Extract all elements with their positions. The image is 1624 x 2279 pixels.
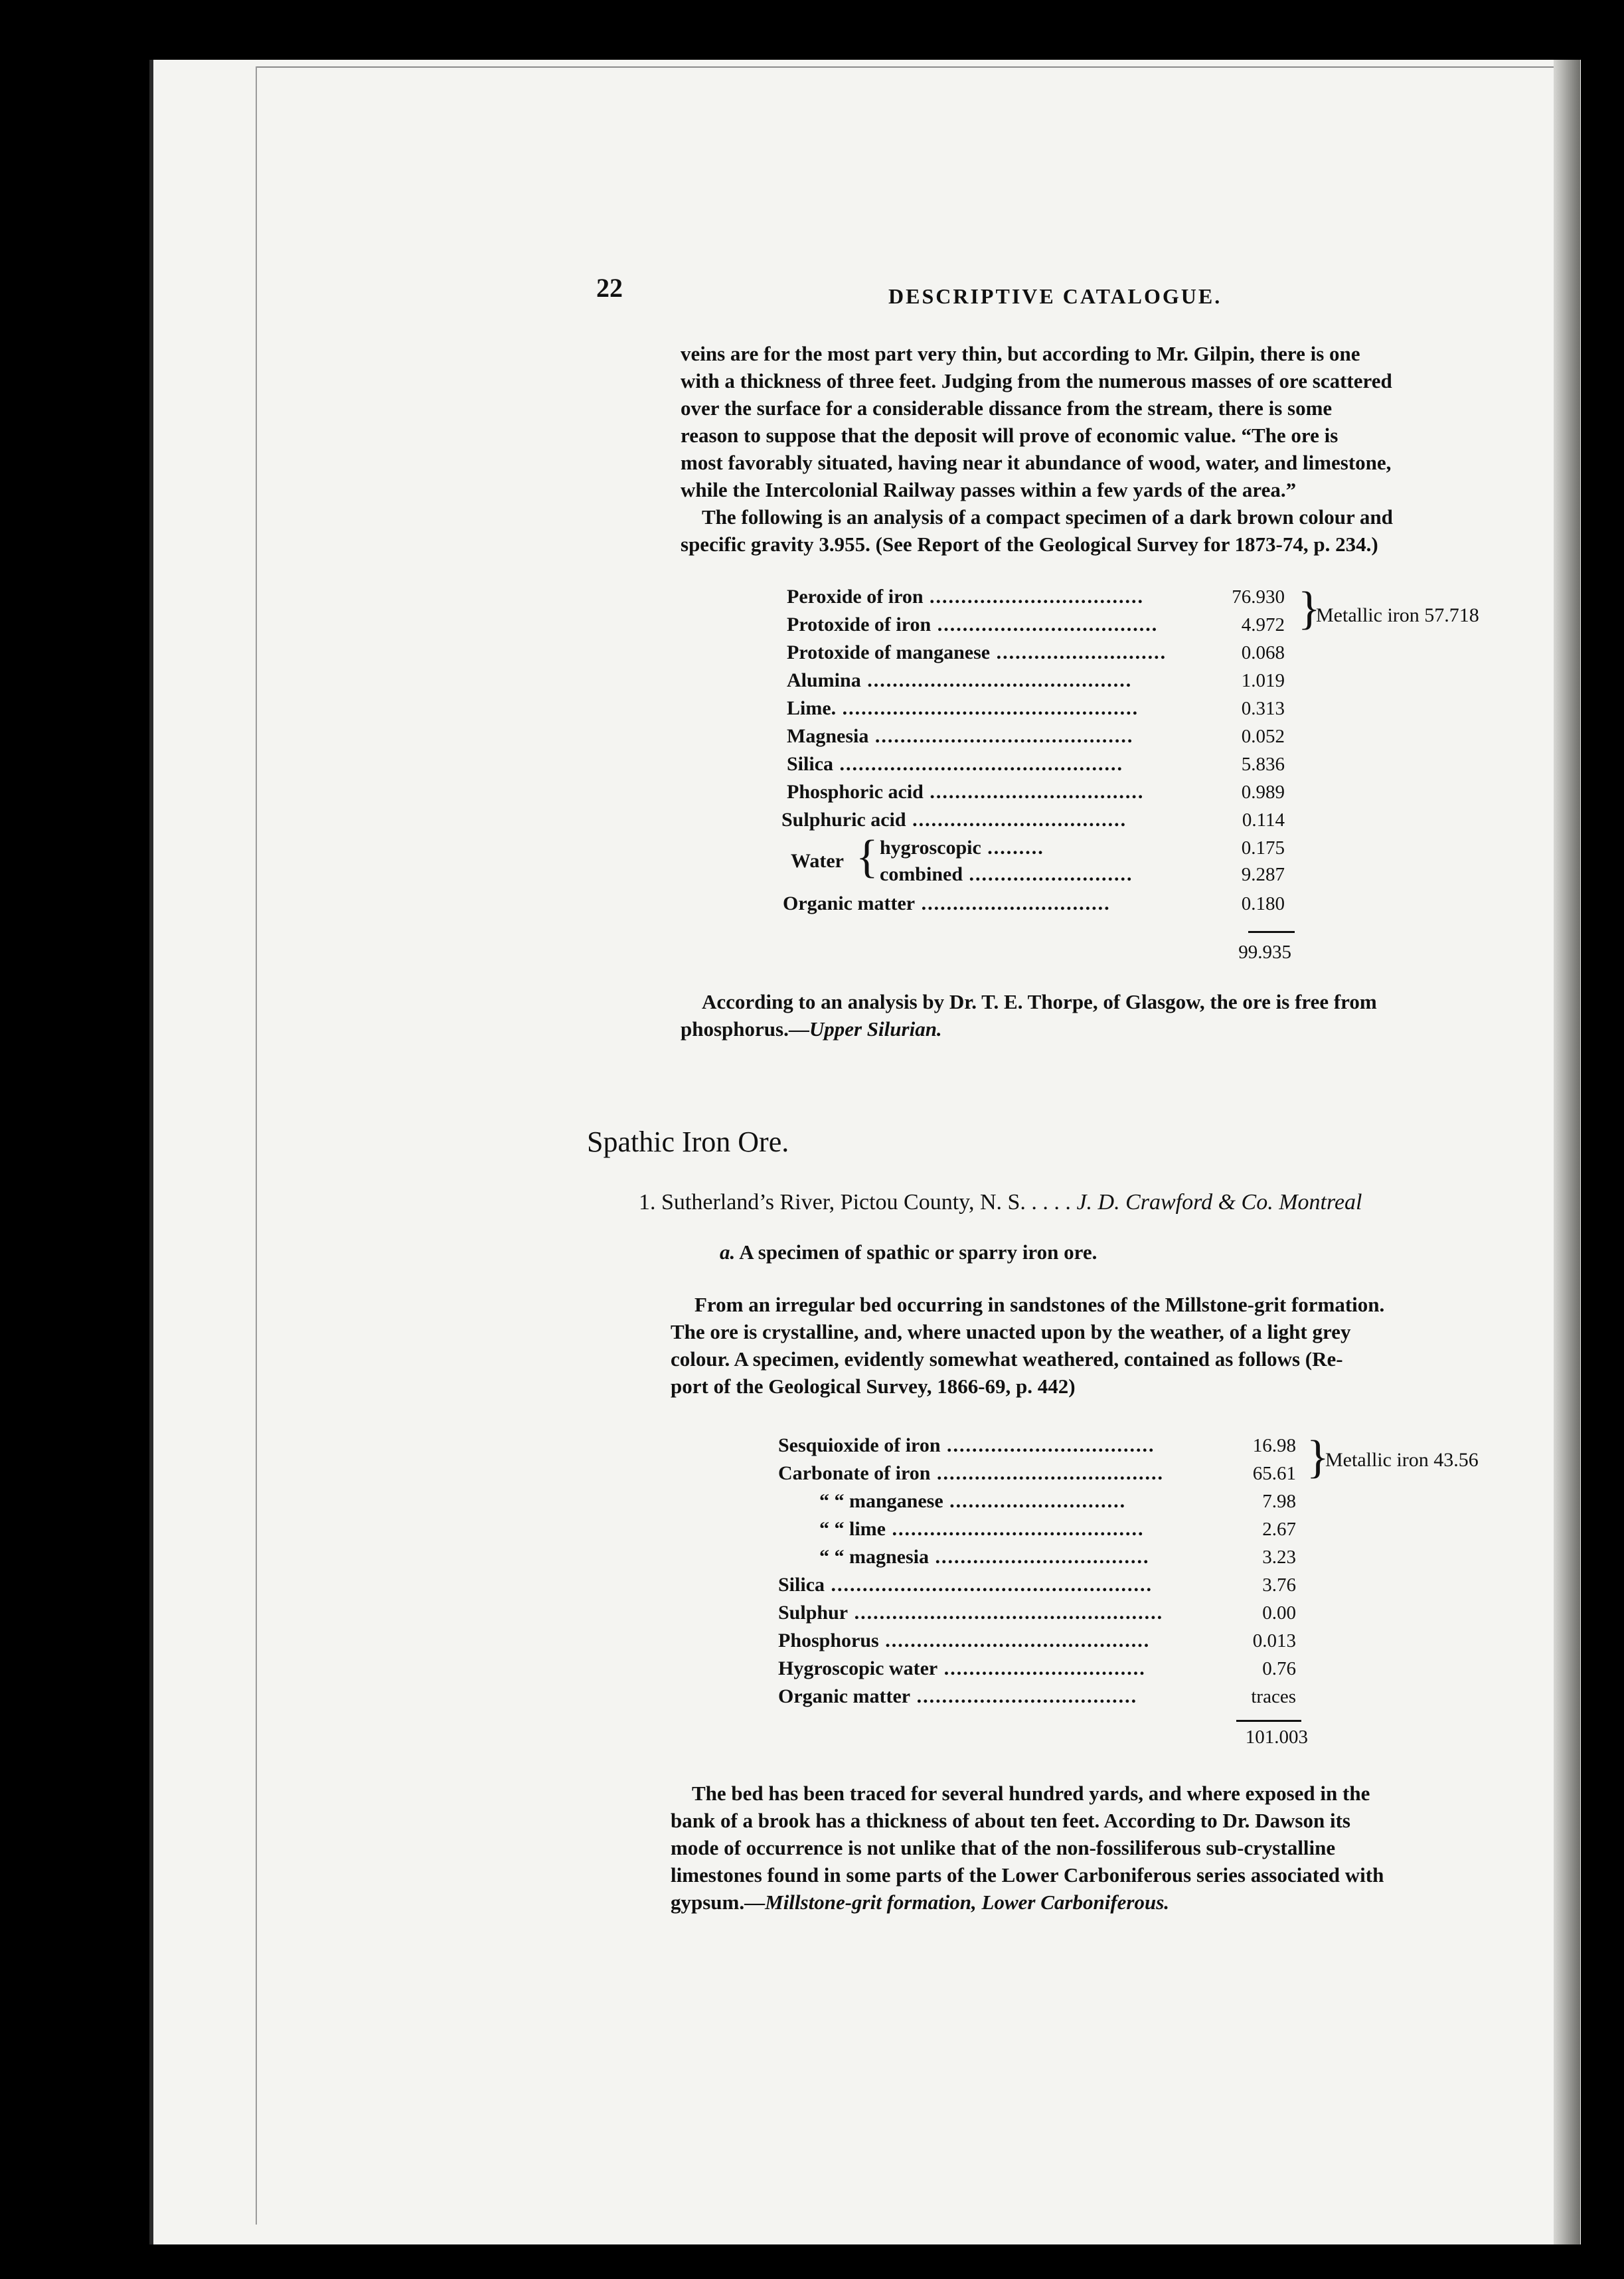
entry-number: 1. [639,1190,656,1215]
specimen-line [720,1240,1097,1264]
row-label: Protoxide of manganese [787,641,991,663]
table-row: Alumina .......................................... 1.019 [787,667,1291,695]
row-value: 76.930 [1232,586,1285,608]
row-value: 9.287 [1241,864,1285,885]
page-border-left [256,66,257,2225]
table-row: Sulphuric acid .................................. 0.114 [781,806,1291,834]
metallic-iron-note: Metallic iron 57.718 [1316,604,1479,626]
intro-paragraph [681,340,1509,558]
text-line: bank of a brook has a thickness of about ten feet. According to Dr. Dawson its [671,1809,1350,1832]
row-value: 0.052 [1241,726,1285,747]
geologic-age: Upper Silurian. [809,1017,942,1041]
page-border-top [256,66,1557,68]
table-row: Organic matter .............................. 0.180 [783,890,1291,918]
water-group [787,831,1291,890]
text-line: most favorably situated, having near it abundance of wood, water, and limestone, [681,451,1392,474]
table-row: “ “ magnesia .................................. 3.23 [778,1543,1309,1571]
text-line: while the Intercolonial Railway passes within a few yards of the area.” [681,478,1297,501]
specimen-text: A specimen of spathic or sparry iron ore. [739,1240,1097,1264]
row-label: Sulphur [778,1602,849,1624]
table-row: combined .......................... 9.287 [880,861,1291,888]
entry-exhibitor: J. D. Crawford & Co. Montreal [1076,1190,1362,1215]
table-row: Carbonate of iron .................................... 65.61 [778,1460,1309,1487]
table-row: hygroscopic ......... 0.175 [880,834,1291,862]
text-line: specific gravity 3.955. (See Report of the Geological Survey for 1873-74, p. 234.) [681,533,1378,556]
thorpe-paragraph [681,988,1509,1043]
page-edge-shadow [1554,60,1580,2244]
row-value: 0.180 [1241,893,1285,914]
text-span: phosphorus.— [681,1017,809,1041]
closing-paragraph [671,1780,1506,1916]
text-line: mode of occurrence is not unlike that of the non-fossiliferous sub-crystalline [671,1836,1336,1859]
row-value: 65.61 [1252,1463,1296,1484]
row-value: 0.313 [1241,698,1285,719]
row-value: 16.98 [1252,1435,1296,1456]
text-line: limestones found in some parts of the Lower Carboniferous series associated with [671,1863,1384,1887]
row-label: Organic matter [778,1685,911,1707]
row-value: 2.67 [1262,1519,1296,1540]
running-head: DESCRIPTIVE CATALOGUE. [888,284,1222,308]
text-line [681,1015,1509,1043]
text-line: veins are for the most part very thin, but according to Mr. Gilpin, there is one [681,342,1360,365]
table-row: Magnesia ......................................... 0.052 [787,722,1291,750]
table-row: “ “ manganese ............................ 7.98 [778,1487,1309,1515]
row-value: 0.76 [1262,1658,1296,1679]
text-line: The following is an analysis of a compact specimen of a dark brown colour and [702,505,1393,529]
text-line: port of the Geological Survey, 1866-69, p. 442) [671,1375,1076,1398]
metallic-brace: } [1298,583,1321,634]
row-label: Lime. [787,697,837,719]
metallic-iron-note: Metallic iron 43.56 [1325,1449,1479,1471]
row-label: Hygroscopic water [778,1657,938,1679]
analysis-table-2 [778,1432,1309,1711]
row-label: Protoxide of iron [787,614,932,635]
table-row: “ “ lime ........................................ 2.67 [778,1515,1309,1543]
row-label: hygroscopic [880,837,981,859]
row-value: 7.98 [1262,1491,1296,1512]
text-line: over the surface for a considerable dissance from the stream, there is some [681,396,1333,420]
row-label: Alumina [787,669,861,691]
table-row: Hygroscopic water ................................ 0.76 [778,1655,1309,1683]
row-label: Silica [787,753,834,775]
text-line [671,1889,1506,1916]
row-label: “ “ magnesia [819,1546,929,1568]
table-row: Peroxide of iron .................................. 76.930 [787,583,1291,611]
text-line: colour. A specimen, evidently somewhat weathered, contained as follows (Re- [671,1347,1343,1371]
table-row: Phosphorus .......................................... 0.013 [778,1627,1309,1655]
row-value: 5.836 [1241,754,1285,775]
entry-line [639,1190,1362,1215]
row-label: “ “ manganese [819,1490,943,1512]
text-span: gypsum.— [671,1891,766,1914]
table-row: Silica ................................................... 3.76 [778,1571,1309,1599]
row-label: Carbonate of iron [778,1462,931,1484]
row-value: 1.019 [1241,670,1285,691]
table-row: Lime. ............................................... 0.313 [787,695,1291,722]
formation-paragraph [671,1291,1506,1400]
section-title: Spathic Iron Ore. [587,1126,789,1158]
text-line: with a thickness of three feet. Judging from the numerous masses of ore scattered [681,369,1392,392]
row-label: Phosphoric acid [787,781,924,803]
row-value: 0.068 [1241,642,1285,663]
row-value: 0.114 [1242,809,1285,831]
entry-locality: Sutherland’s River, Pictou County, N. S. . . . . [661,1190,1071,1215]
analysis-table-1 [781,583,1291,918]
row-label: Magnesia [787,725,869,747]
row-label: combined [880,863,963,885]
table-row: Protoxide of iron ................................... 4.972 [787,611,1291,639]
row-label: “ “ lime [819,1518,886,1540]
row-value: 4.972 [1241,614,1285,635]
water-brace: { [856,831,878,883]
row-value: 0.989 [1241,782,1285,803]
total-value: 101.003 [1245,1727,1308,1748]
row-label: Organic matter [783,892,916,914]
geologic-age: Millstone-grit formation, Lower Carboniferous. [765,1891,1170,1914]
page-number: 22 [596,273,623,303]
row-label: Sesquioxide of iron [778,1434,941,1456]
metallic-brace: } [1307,1432,1329,1483]
row-label: Phosphorus [778,1630,879,1651]
row-label: Sulphuric acid [781,809,906,831]
total-rule [1236,1720,1301,1722]
row-value: 0.175 [1241,837,1285,859]
table-row: Silica ............................................. 5.836 [787,750,1291,778]
row-value: 0.013 [1252,1630,1296,1651]
total-rule [1248,931,1295,933]
table-row: Protoxide of manganese ........................... 0.068 [787,639,1291,667]
table-row: Sulphur ................................................. 0.00 [778,1599,1309,1627]
row-value: 3.76 [1262,1574,1296,1596]
text-line: reason to suppose that the deposit will prove of economic value. “The ore is [681,424,1339,447]
table-row: Phosphoric acid .................................. 0.989 [787,778,1291,806]
row-value: traces [1251,1686,1296,1707]
row-value: 0.00 [1262,1602,1296,1624]
table-row: Organic matter ................................... traces [778,1683,1309,1711]
water-label: Water [791,850,844,872]
text-line: The ore is crystalline, and, where unacted upon by the weather, of a light grey [671,1320,1351,1343]
text-line: The bed has been traced for several hundred yards, and where exposed in the [692,1782,1370,1805]
specimen-letter: a. [720,1240,736,1264]
row-label: Silica [778,1574,825,1596]
text-line: According to an analysis by Dr. T. E. Thorpe, of Glasgow, the ore is free from [702,990,1377,1013]
total-value: 99.935 [1238,942,1291,963]
row-label: Peroxide of iron [787,586,924,608]
text-line: From an irregular bed occurring in sandstones of the Millstone-grit formation. [694,1293,1385,1316]
table-row: Sesquioxide of iron ................................. 16.98 [778,1432,1309,1460]
row-value: 3.23 [1262,1547,1296,1568]
